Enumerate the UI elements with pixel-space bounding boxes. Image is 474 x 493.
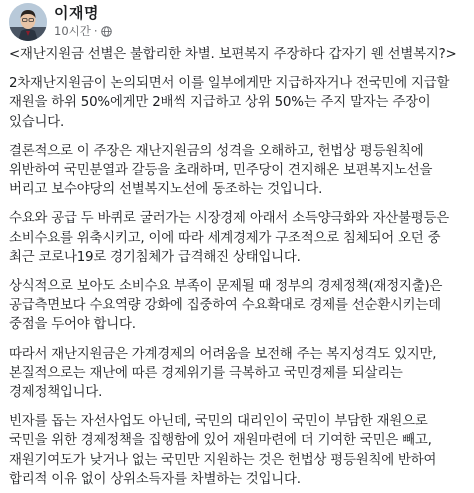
post-header [9,0,468,45]
post-paragraph: 따라서 재난지원금은 가계경제의 어려움을 보전해 주는 복지성격도 있지만, 본질적으로는 재난에 따른 경제위기를 극복하고 국민경제를 되살리는 경제정책입니다. [9,346,437,401]
post-subline [54,24,112,39]
meta-separator: · [93,24,98,38]
globe-icon[interactable] [101,26,112,37]
post-paragraph: 수요와 공급 두 바퀴로 굴러가는 시장경제 아래서 소득양극화와 자산불평등은 소비수요를 위축시키고, 이에 따라 세계경제가 구조적으로 침체되어 오던 중 최근 코로나19로 경기침체가 급격해진 상태입니다. [9,211,449,265]
author-name[interactable]: 이재명 [54,4,99,22]
post-paragraph: 2차재난지원금이 논의되면서 이를 일부에게만 지급하자거나 전국민에 지급할 재원을 하위 50%에게만 2배씩 지급하고 상위 50%는 주지 말자는 주장이 있습니다. [9,76,450,130]
post-timestamp[interactable]: 10시간 [54,24,91,38]
post-title: <재난지원금 선별은 불합리한 차별. 보편복지 주장하다 갑자기 웬 선별복지?> [9,47,457,62]
post-meta [54,3,112,39]
profile-photo-icon [9,3,47,41]
post-paragraph: 결론적으로 이 주장은 재난지원금의 성격을 오해하고, 헌법상 평등원칙에 위반하여 국민분열과 갈등을 초래하며, 민주당이 견지해온 보편복지노선을 버리고 보수야당의 선별복지노선에 동조하는 것입니다. [9,143,433,198]
post-paragraph: 빈자를 돕는 자선사업도 아닌데, 국민의 대리인이 국민이 부담한 재원으로 국민을 위한 경제정책을 집행함에 있어 재원마련에 더 기여한 국민은 빼고, 재원기여도가 낮거나 없는 국민만 지원하는 것은 헌법상 평등원칙에 반하여 합리적 이유 없이 상위소득자를 차별하는 것입니다. [9,414,437,487]
post-body [9,45,468,489]
post-paragraph: 상식적으로 보아도 소비수요 부족이 문제될 때 정부의 경제정책(재정지출)은 공급측면보다 수요역량 강화에 집중하여 수요확대로 경제를 선순환시키는데 중점을 두어야 합니다. [9,279,443,333]
avatar[interactable] [9,3,47,41]
